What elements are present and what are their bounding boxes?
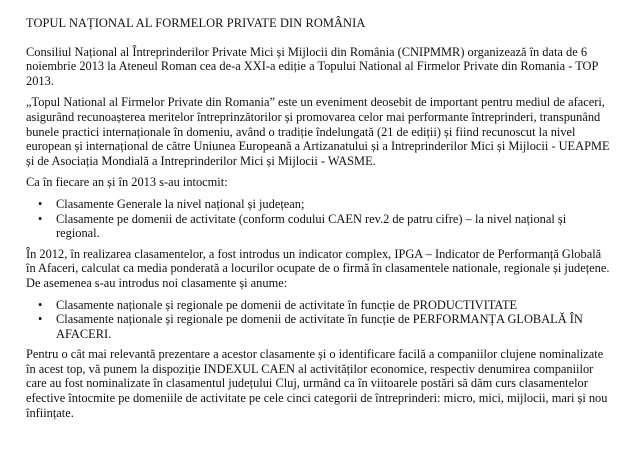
bullet-icon: • [38,312,43,327]
list-item [38,211,612,241]
bullet-icon: • [38,211,43,226]
document-page [26,16,612,427]
list-intro-paragraph: Ca în fiecare an și în 2013 s-au intocmit: [26,175,228,190]
new-rankings-list [26,298,612,342]
bullet-icon: • [38,196,43,211]
list-item-text: Clasamente pe domenii de activitate (conform codului CAEN rev.2 de patru cifre) – la nivel național și regional. [56,211,567,241]
rankings-list [26,197,612,241]
document-title: TOPUL NAȚIONAL AL FORMELOR PRIVATE DIN ROMÂNIA [26,16,366,30]
list-item [38,312,612,341]
bullet-icon: • [38,297,43,312]
ipga-paragraph: În 2012, în realizarea clasamentelor, a fost introdus un indicator complex, IPGA – Indicator de Performanță Globală în Afaceri, calculat ca media ponderată a locurilor ocupate de o firmă în clasamentele nationale, regionale și județene. De asemenea s-au introdus noi clasamente și anume: [26,246,610,290]
list-item [38,297,612,313]
closing-paragraph: Pentru o cât mai relevantă prezentare a acestor clasamente și o identificare facilă a companiilor clujene nominalizate în acest top, vă punem la dispoziție INDEXUL CAEN al activităților economice, respectiv denumirea companiilor care au fost nominalizate în clasamentul județului Cluj, urmând ca în viitoarele postări să dăm curs clasamentelor efective întocmite pe domeniile de activitate pe cele cinci categorii de întreprinderi: micro, mici, mijlocii, mari și nou înființate. [26,347,608,420]
intro-paragraph: Consiliul Național al Întreprinderilor Private Mici și Mijlocii din România (CNIPMMR) organizează în data de 6 noiembrie 2013 la Ateneul Roman cea de-a XXI-a ediție a Topului National al Firmelor Private din Romania - TOP 2013. [26,44,598,88]
list-item-text: Clasamente naționale și regionale pe domenii de activitate în funcție de PERFORMANȚA GLOBALĂ ÎN AFACERI. [56,312,583,341]
list-item-text: Clasamente Generale la nivel național și județean; [56,196,305,211]
list-item [38,196,612,212]
description-paragraph: „Topul National al Firmelor Private din Romania” este un eveniment deosebit de important pentru mediul de afaceri, asigurând recunoașterea meritelor întreprinzătorilor și promovarea celor mai performante întreprinderi, transpunând bunele practici internaționale în domeniu, având o tradiție îndelungată (21 de ediții) și fiind recunoscut la nivel european și internațional de către Uniunea Europeană a Artizanatului și a Intreprinderilor Mici și Mijlocii - UEAPME și de Asociația Mondială a Intreprinderilor Mici și Mijlocii - WASME. [26,95,610,168]
list-item-text: Clasamente naționale și regionale pe domenii de activitate în funcție de PRODUCTIVITATE [56,297,518,312]
